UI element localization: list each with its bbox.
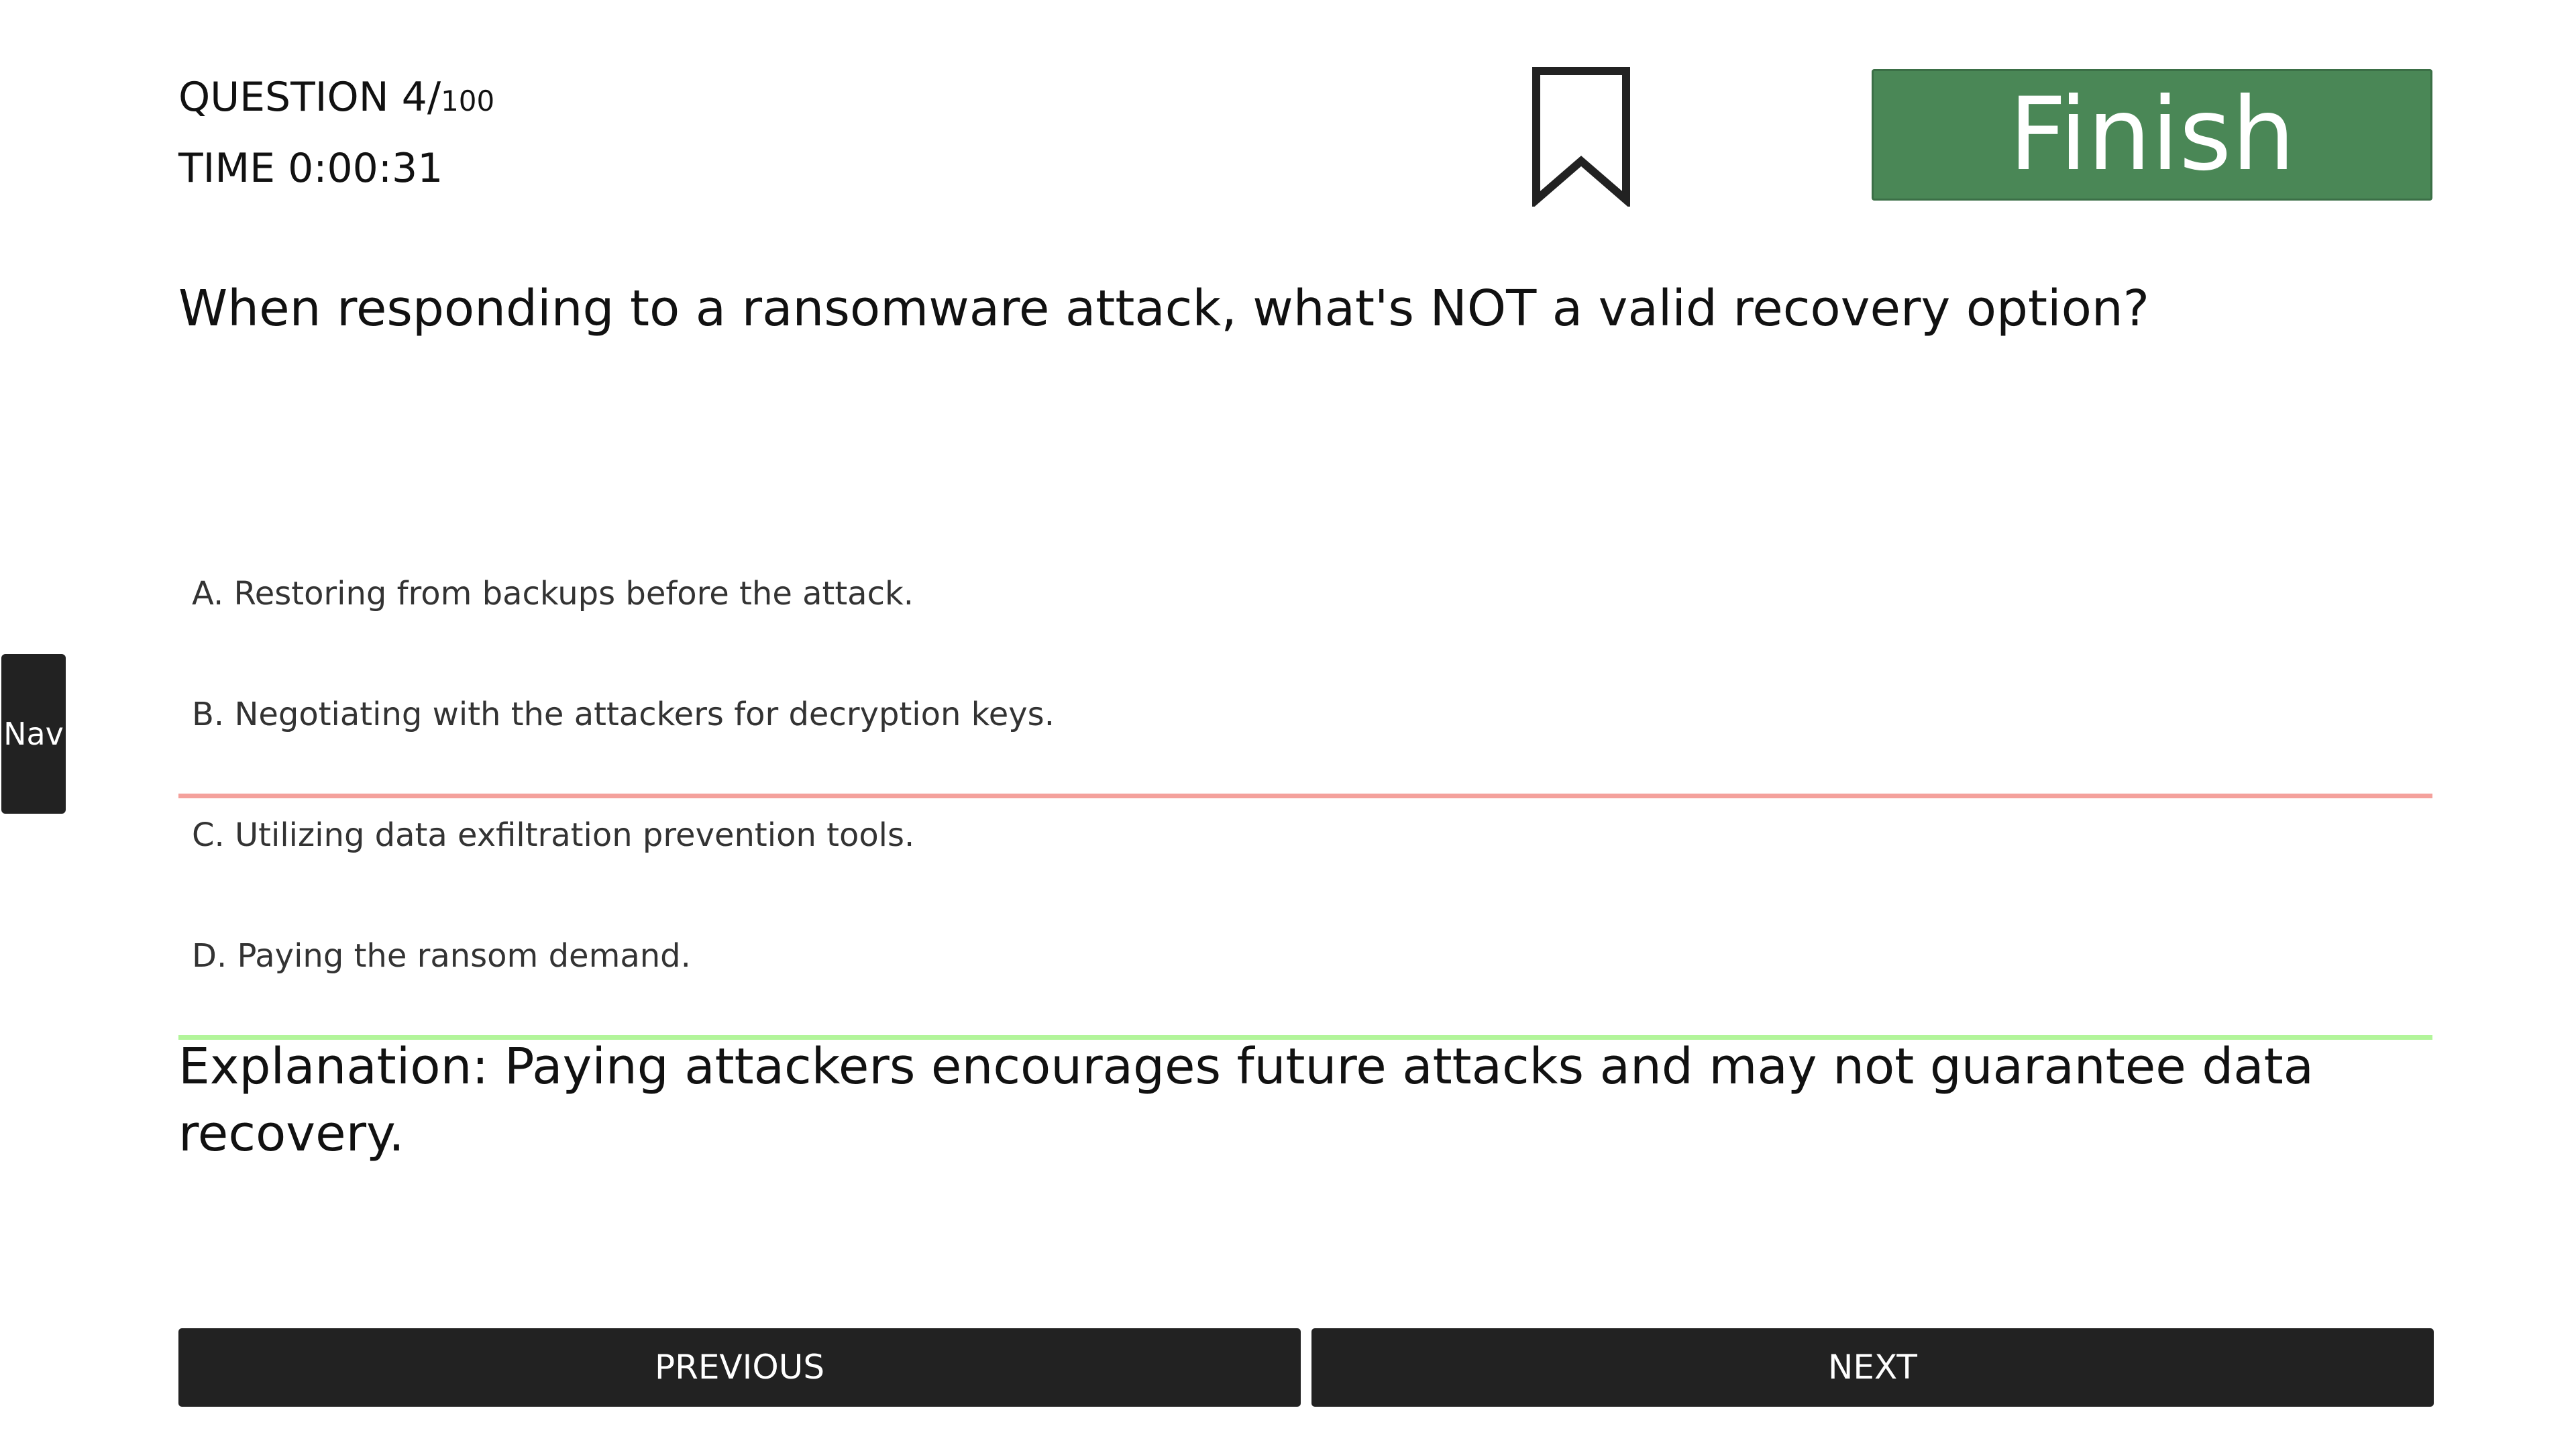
previous-button[interactable]: PREVIOUS (178, 1328, 1301, 1407)
bookmark-button[interactable] (1531, 66, 1631, 207)
question-total: 100 (441, 85, 495, 117)
answer-option-d[interactable] (178, 919, 2432, 1040)
finish-button[interactable]: Finish (1872, 69, 2432, 201)
answer-label: A. Restoring from backups before the attack. (192, 575, 914, 612)
nav-toggle-button[interactable]: Nav (1, 654, 66, 814)
question-counter-label: QUESTION 4/ (178, 74, 441, 121)
question-counter (178, 64, 494, 135)
timer: TIME 0:00:31 (178, 145, 443, 192)
answer-label: B. Negotiating with the attackers for decryption keys. (192, 696, 1055, 733)
answer-list (178, 557, 2432, 1040)
question-text: When responding to a ransomware attack, what's NOT a valid recovery option? (178, 280, 2150, 337)
answer-option-b[interactable] (178, 678, 2432, 798)
answer-option-a[interactable] (178, 557, 2432, 678)
answer-label: C. Utilizing data exfiltration prevention tools. (192, 816, 915, 854)
bookmark-icon (1531, 66, 1631, 207)
quiz-status (178, 64, 494, 202)
answer-label: D. Paying the ransom demand. (192, 937, 691, 975)
next-button[interactable]: NEXT (1311, 1328, 2434, 1407)
answer-option-c[interactable] (178, 798, 2432, 919)
explanation-text: Explanation: Paying attackers encourages future attacks and may not guarantee data recovery. (178, 1038, 2314, 1163)
